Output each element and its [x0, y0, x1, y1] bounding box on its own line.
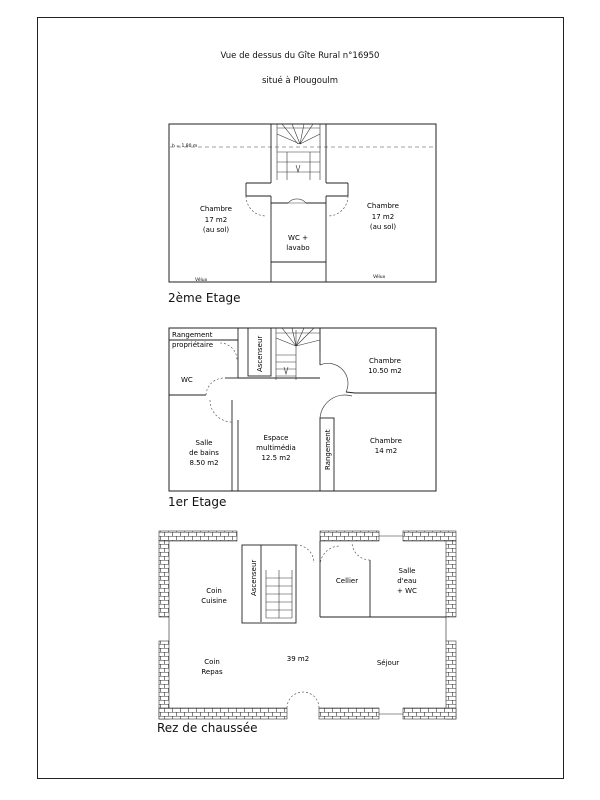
floor2-right-room-area: 17 m2 [371, 213, 395, 221]
ground-living-label: Séjour [376, 659, 400, 667]
ground-wall-right-upper [446, 541, 456, 617]
floor1-media-line1: Espace [263, 434, 289, 442]
floor1-bedroom-right-name: Chambre [370, 437, 402, 445]
ground-wall-top-left [159, 531, 237, 541]
ground-stairs [266, 570, 292, 618]
floor2-height-note: h = 1.80 m [172, 144, 198, 149]
floor1-storage-label: Rangement [324, 429, 332, 470]
floor1-label: 1er Etage [168, 495, 227, 509]
floor2-stairs [277, 124, 320, 180]
floor2-right-room-note: (au sol) [369, 223, 397, 231]
floor2-wc-line2: lavabo [286, 244, 310, 252]
floor1-bedroom-top-area: 10.50 m2 [368, 367, 402, 375]
floor1-bathroom-line1: Salle [195, 439, 213, 447]
ground-dining-line1: Coin [204, 658, 220, 666]
ground-shower-line1: Salle [398, 567, 416, 575]
floor2-label: 2ème Etage [168, 291, 241, 305]
floor1-storage-owner-line1: Rangement [172, 331, 213, 339]
ground-wall-left-lower [159, 641, 169, 719]
floor1-bedroom-top-name: Chambre [369, 357, 401, 365]
ground-kitchen-line2: Cuisine [201, 597, 227, 605]
floor2-plan [169, 124, 436, 283]
ground-plan [159, 531, 456, 719]
ground-shower-line3: + WC [397, 587, 417, 595]
floor1-bathroom-area: 8.50 m2 [189, 459, 219, 467]
floor1-elevator-label: Ascenseur [256, 335, 264, 372]
floor1-media-area: 12.5 m2 [261, 454, 291, 462]
ground-shower-line2: d'eau [397, 577, 417, 585]
ground-dining-line2: Repas [201, 668, 223, 676]
floor2-wc-line1: WC + [288, 234, 308, 242]
floor2-left-room-name: Chambre [200, 205, 232, 213]
floor1-plan [169, 328, 436, 491]
floor2-right-room-name: Chambre [367, 202, 399, 210]
floor2-left-room-note: (au sol) [202, 226, 230, 234]
ground-wall-top-mid [320, 531, 379, 541]
floor2-left-room-area: 17 m2 [204, 216, 228, 224]
location-text: situé à Plougoulm [261, 76, 339, 86]
floor2-velux-left: Vélux [195, 278, 208, 283]
ground-label: Rez de chaussée [157, 721, 258, 735]
ground-cellar-label: Cellier [335, 577, 359, 585]
ground-wall-bottom-left [159, 708, 287, 719]
ground-wall-left-upper [159, 541, 169, 617]
ground-wall-bottom-right [403, 708, 456, 719]
floor1-media-line2: multimédia [256, 444, 296, 452]
ground-wall-right-lower [446, 641, 456, 719]
ground-wall-bottom-mid [319, 708, 379, 719]
ground-kitchen-line1: Coin [206, 587, 222, 595]
floor1-wc-label: WC [181, 376, 193, 384]
ground-elevator-label: Ascenseur [250, 559, 258, 596]
floor1-bedroom-right-area: 14 m2 [374, 447, 398, 455]
page-title: Vue de dessus du Gîte Rural n°16950 [220, 51, 380, 61]
floor2-velux-right: Vélux [373, 275, 386, 280]
floor1-stairs [276, 328, 320, 380]
ground-wall-top-right [403, 531, 456, 541]
floor1-storage-owner-line2: propriétaire [172, 341, 214, 349]
ground-area-label: 39 m2 [286, 655, 310, 663]
floor1-bathroom-line2: de bains [189, 449, 219, 457]
